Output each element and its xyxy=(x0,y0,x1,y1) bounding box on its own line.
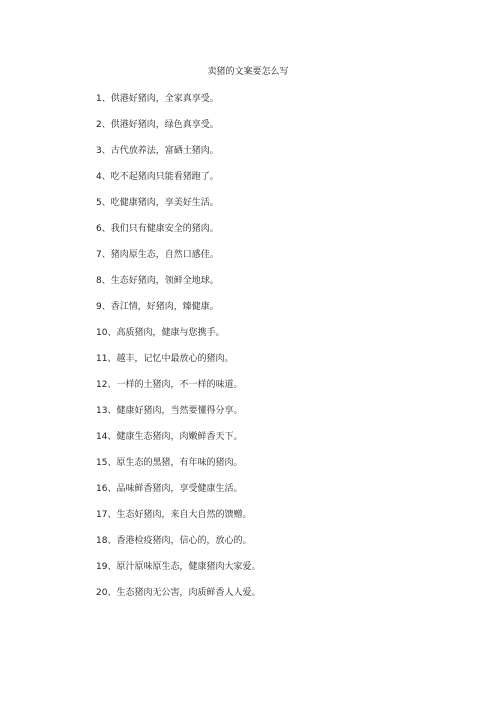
list-item: 15、原生态的黑猪，有年味的猪肉。 xyxy=(96,458,243,468)
list-item: 4、吃不起猪肉只能看猪跑了。 xyxy=(96,172,219,182)
slogan-list xyxy=(96,93,260,613)
list-item: 16、品味鲜香猪肉，享受健康生活。 xyxy=(96,484,243,494)
list-item: 11、越丰，记忆中最放心的猪肉。 xyxy=(96,354,234,364)
list-item: 7、猪肉原生态，自然口感佳。 xyxy=(96,250,219,260)
list-item: 3、古代放养法，富硒土猪肉。 xyxy=(96,146,219,156)
list-item: 17、生态好猪肉，来自大自然的馈赠。 xyxy=(96,510,252,520)
list-item: 10、高质猪肉，健康与您携手。 xyxy=(96,328,225,338)
list-item: 19、原汁原味原生态，健康猪肉大家爱。 xyxy=(96,562,261,572)
list-item: 6、我们只有健康安全的猪肉。 xyxy=(96,224,219,234)
list-item: 9、香江情，好猪肉，臻健康。 xyxy=(96,302,219,312)
list-item: 20、生态猪肉无公害，肉质鲜香人人爱。 xyxy=(96,588,261,598)
list-item: 14、健康生态猪肉，肉嫩鲜香天下。 xyxy=(96,432,243,442)
list-item: 12、一样的土猪肉，不一样的味道。 xyxy=(96,380,243,390)
list-item: 13、健康好猪肉，当然要懂得分享。 xyxy=(96,406,243,416)
document-title: 卖猪的文案要怎么写 xyxy=(207,67,289,77)
list-item: 1、供港好猪肉，全家真享受。 xyxy=(96,94,219,104)
list-item: 5、吃健康猪肉，享美好生活。 xyxy=(96,198,219,208)
list-item: 2、供港好猪肉，绿色真享受。 xyxy=(96,120,219,130)
list-item: 18、香港检疫猪肉，信心的，放心的。 xyxy=(96,536,252,546)
list-item: 8、生态好猪肉，领鲜全地球。 xyxy=(96,276,219,286)
